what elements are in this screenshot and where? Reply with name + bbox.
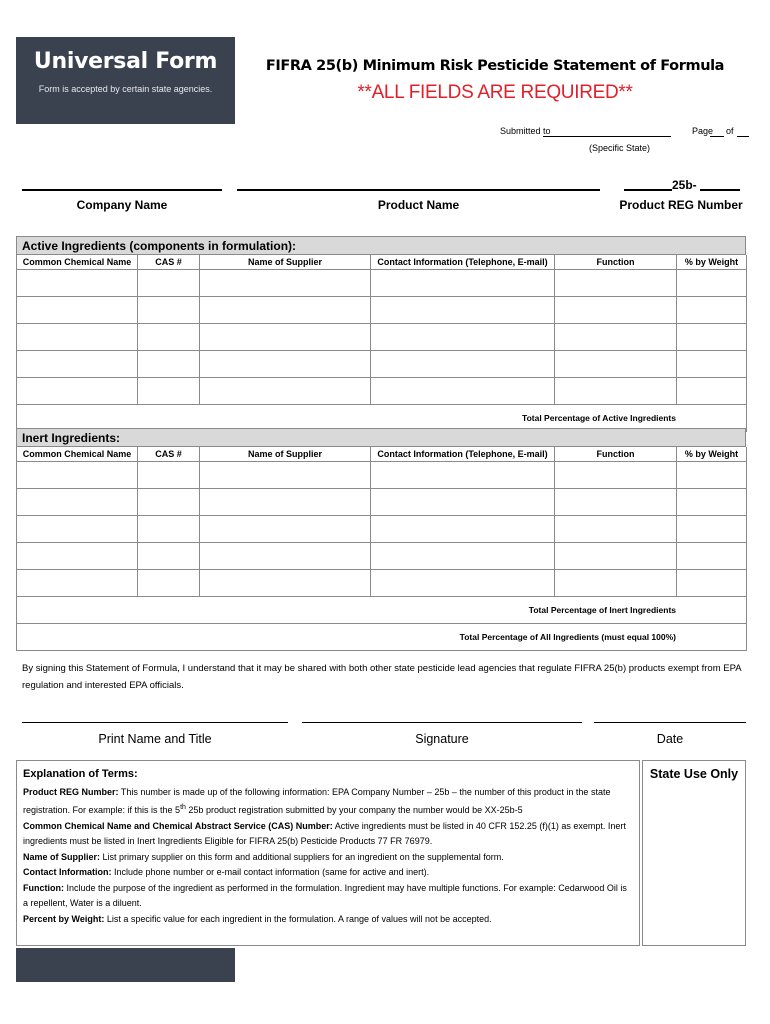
table-cell[interactable]	[17, 489, 138, 516]
term-text: Active ingredients must be listed in 40 CFR 152.25 (f)(1) as exempt. Inert ingredients must be listed in Inert Ingredients Eligible for FIFRA 25(b) Pesticide Products 77 FR 76979.	[23, 820, 626, 846]
table-cell[interactable]	[138, 516, 200, 543]
table-cell[interactable]	[138, 378, 200, 405]
explanation-reg	[23, 785, 633, 819]
table-header-row	[17, 447, 747, 462]
column-header: CAS #	[138, 447, 200, 462]
table-row	[17, 351, 747, 378]
submitted-to-field[interactable]	[543, 136, 671, 137]
column-header: Name of Supplier	[200, 447, 371, 462]
term-text: This number is made up of the following information: EPA Company Number – 25b – the number of this product in the state registration. For example: if this is the 5	[23, 786, 611, 815]
table-cell[interactable]	[677, 270, 747, 297]
table-row	[17, 489, 747, 516]
term-text: 25b product registration submitted by your company the number would be XX-25b-5	[185, 805, 523, 815]
table-cell[interactable]	[371, 297, 555, 324]
table-row	[17, 297, 747, 324]
company-name-field[interactable]	[22, 189, 222, 191]
table-cell[interactable]	[138, 324, 200, 351]
signature-label: Signature	[415, 732, 469, 746]
table-cell[interactable]	[200, 570, 371, 597]
table-cell[interactable]	[138, 270, 200, 297]
table-cell[interactable]	[555, 324, 677, 351]
column-header: CAS #	[138, 255, 200, 270]
print-name-field[interactable]	[22, 722, 288, 723]
table-row	[17, 270, 747, 297]
table-cell[interactable]	[17, 570, 138, 597]
table-cell[interactable]	[677, 297, 747, 324]
table-row	[17, 378, 747, 405]
table-cell[interactable]	[371, 324, 555, 351]
signature-field[interactable]	[302, 722, 582, 723]
table-cell[interactable]	[17, 351, 138, 378]
table-cell[interactable]	[555, 489, 677, 516]
table-cell[interactable]	[17, 324, 138, 351]
explanation-function	[23, 881, 633, 912]
table-cell[interactable]	[555, 378, 677, 405]
table-cell[interactable]	[555, 543, 677, 570]
explanation-box	[16, 760, 640, 946]
table-row	[17, 516, 747, 543]
page-label: Page	[692, 126, 714, 136]
table-cell[interactable]	[555, 270, 677, 297]
term-text: List primary supplier on this form and additional suppliers for an ingredient on the supplemental form.	[102, 851, 504, 862]
table-cell[interactable]	[677, 378, 747, 405]
table-cell[interactable]	[138, 297, 200, 324]
active-ingredients-heading: Active Ingredients (components in formulation):	[16, 236, 746, 255]
table-cell[interactable]	[17, 543, 138, 570]
submitted-to-label: Submitted to	[500, 126, 551, 136]
explanation-contact	[23, 865, 633, 881]
table-row	[17, 324, 747, 351]
term-label: Name of Supplier:	[23, 851, 101, 862]
state-use-box[interactable]	[642, 760, 746, 946]
product-reg-label: Product REG Number	[619, 198, 743, 212]
inert-ingredients-table	[16, 447, 747, 651]
table-cell[interactable]	[677, 351, 747, 378]
total-row	[17, 624, 747, 651]
table-cell[interactable]	[555, 570, 677, 597]
term-superscript: th	[180, 804, 186, 811]
table-cell[interactable]	[200, 462, 371, 489]
table-cell[interactable]	[138, 543, 200, 570]
table-cell[interactable]	[555, 351, 677, 378]
table-cell[interactable]	[371, 270, 555, 297]
table-cell[interactable]	[200, 297, 371, 324]
table-cell[interactable]	[200, 378, 371, 405]
column-header: % by Weight	[677, 255, 747, 270]
term-label: Contact Information:	[23, 867, 112, 877]
table-cell[interactable]	[200, 516, 371, 543]
product-name-field[interactable]	[237, 189, 600, 191]
footer-bar	[16, 948, 235, 982]
table-cell[interactable]	[371, 462, 555, 489]
table-row	[17, 462, 747, 489]
reg-prefix: 25b-	[672, 178, 697, 192]
term-label: Common Chemical Name and Chemical Abstract Service (CAS) Number:	[23, 820, 333, 831]
table-cell[interactable]	[138, 351, 200, 378]
column-header: Function	[555, 255, 677, 270]
of-label: of	[726, 126, 734, 136]
table-cell[interactable]	[17, 516, 138, 543]
column-header: Contact Information (Telephone, E-mail)	[371, 255, 555, 270]
term-text: List a specific value for each ingredient in the formulation. A range of values will not be accepted.	[106, 913, 492, 924]
table-cell[interactable]	[677, 489, 747, 516]
active-ingredients-table	[16, 255, 747, 432]
table-cell[interactable]	[677, 516, 747, 543]
table-cell[interactable]	[138, 462, 200, 489]
column-header: % by Weight	[677, 447, 747, 462]
page-number-field[interactable]	[710, 136, 724, 137]
table-cell[interactable]	[200, 489, 371, 516]
all-total-label: Total Percentage of All Ingredients (must equal 100%)	[17, 624, 747, 651]
term-text: Include phone number or e-mail contact information (same for active and inert).	[114, 867, 430, 877]
banner-subtitle: Form is accepted by certain state agencies.	[38, 84, 213, 94]
reg-company-field[interactable]	[624, 189, 672, 191]
explanation-title: Explanation of Terms:	[23, 768, 138, 780]
table-cell[interactable]	[200, 270, 371, 297]
explanation-supplier	[23, 850, 633, 866]
disclaimer-text: By signing this Statement of Formula, I understand that it may be shared with both other state pesticide lead agencies that regulate FIFRA 25(b) products exempt from EPA regulation and interested EPA officials.	[22, 663, 742, 691]
table-cell[interactable]	[555, 297, 677, 324]
table-cell[interactable]	[371, 570, 555, 597]
banner-title: Universal Form	[33, 49, 218, 74]
explanation-percent	[23, 912, 633, 928]
term-label: Product REG Number:	[23, 786, 119, 797]
table-cell[interactable]	[200, 324, 371, 351]
form-title: FIFRA 25(b) Minimum Risk Pesticide Statement of Formula	[265, 58, 725, 74]
print-name-label: Print Name and Title	[98, 732, 212, 746]
table-cell[interactable]	[17, 378, 138, 405]
inert-ingredients-heading: Inert Ingredients:	[16, 428, 746, 447]
date-field[interactable]	[594, 722, 746, 723]
table-cell[interactable]	[138, 489, 200, 516]
table-header-row	[17, 255, 747, 270]
term-text: Include the purpose of the ingredient as performed in the formulation. Ingredient may have multiple functions. For example: Cedarwood Oil is a repellent, Water is a diluent.	[23, 882, 627, 908]
reg-number-field[interactable]	[700, 189, 740, 191]
specific-state-label: (Specific State)	[589, 143, 651, 153]
column-header: Contact Information (Telephone, E-mail)	[371, 447, 555, 462]
table-cell[interactable]	[677, 570, 747, 597]
explanation-cas	[23, 819, 633, 850]
column-header: Name of Supplier	[200, 255, 371, 270]
table-cell[interactable]	[371, 378, 555, 405]
table-cell[interactable]	[138, 570, 200, 597]
table-cell[interactable]	[17, 297, 138, 324]
table-cell[interactable]	[677, 324, 747, 351]
table-cell[interactable]	[200, 351, 371, 378]
required-notice: **ALL FIELDS ARE REQUIRED**	[357, 82, 633, 103]
product-name-label: Product Name	[377, 198, 460, 212]
inert-total-label: Total Percentage of Inert Ingredients	[17, 597, 747, 624]
column-header: Function	[555, 447, 677, 462]
table-row	[17, 543, 747, 570]
table-cell[interactable]	[200, 543, 371, 570]
table-cell[interactable]	[555, 516, 677, 543]
table-cell[interactable]	[371, 351, 555, 378]
date-label: Date	[656, 732, 684, 746]
table-cell[interactable]	[371, 489, 555, 516]
company-name-label: Company Name	[76, 198, 168, 212]
table-row	[17, 570, 747, 597]
table-cell[interactable]	[17, 462, 138, 489]
table-cell[interactable]	[371, 543, 555, 570]
table-cell[interactable]	[371, 516, 555, 543]
table-cell[interactable]	[677, 462, 747, 489]
term-label: Function:	[23, 882, 64, 893]
table-cell[interactable]	[17, 270, 138, 297]
total-row	[17, 597, 747, 624]
table-cell[interactable]	[555, 462, 677, 489]
page-total-field[interactable]	[737, 136, 749, 137]
column-header: Common Chemical Name	[17, 255, 138, 270]
table-cell[interactable]	[677, 543, 747, 570]
state-use-label: State Use Only	[649, 767, 739, 781]
active-total-label: Total Percentage of Active Ingredients	[17, 405, 747, 432]
column-header: Common Chemical Name	[17, 447, 138, 462]
term-label: Percent by Weight:	[23, 913, 105, 924]
form-banner	[16, 37, 235, 124]
